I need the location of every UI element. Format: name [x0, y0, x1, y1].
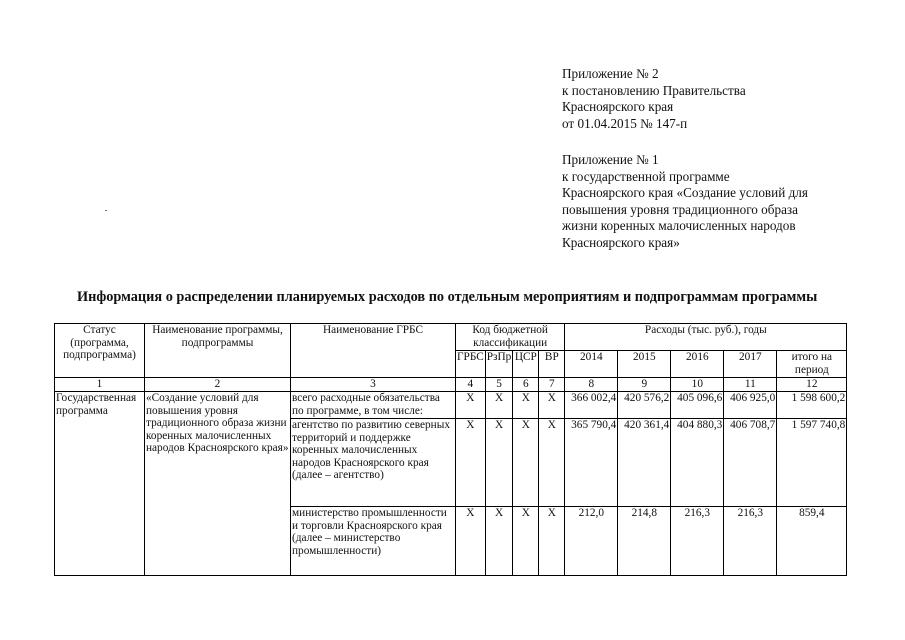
grbs-name-cell: агентство по развитию северных территорий и поддержке коренных малочисленных народов Красноярского края (далее – агентство) [291, 419, 456, 507]
value-cell: 420 361,4 [618, 419, 671, 507]
header-code-grbs: ГРБС [456, 351, 486, 378]
value-cell: 1 598 600,2 [777, 392, 847, 419]
code-cell: Х [456, 392, 486, 419]
col-number: 5 [485, 378, 513, 392]
code-cell: Х [513, 507, 539, 576]
expenses-table [54, 323, 847, 576]
value-cell: 216,3 [671, 507, 724, 576]
appendix-2-line-3: Красноярского края [562, 99, 674, 115]
grbs-name-cell: министерство промышленности и торговли Красноярского края (далее – министерство промышленности) [291, 507, 456, 576]
appendix-2-block [562, 66, 882, 132]
header-year-2015: 2015 [618, 351, 671, 378]
column-number-row [55, 378, 847, 392]
header-expenses: Расходы (тыс. руб.), годы [565, 324, 847, 351]
value-cell: 859,4 [777, 507, 847, 576]
appendix-1-line-5: жизни коренных малочисленных народов [562, 218, 796, 234]
value-cell: 404 880,3 [671, 419, 724, 507]
appendix-1-line-2: к государственной программе [562, 168, 730, 184]
header-code-csr: ЦСР [513, 351, 539, 378]
col-number: 12 [777, 378, 847, 392]
value-cell: 406 925,0 [724, 392, 777, 419]
value-cell: 214,8 [618, 507, 671, 576]
code-cell: Х [513, 392, 539, 419]
status-cell: Государственная программа [55, 392, 145, 576]
table-row [55, 392, 847, 419]
appendix-2-line-1: Приложение № 2 [562, 66, 659, 81]
appendix-1-line-6: Красноярского края» [562, 234, 680, 250]
value-cell: 365 790,4 [565, 419, 618, 507]
grbs-name-cell: всего расходные обязательства по программе, в том числе: [291, 392, 456, 419]
header-year-2017: 2017 [724, 351, 777, 378]
code-cell: Х [513, 419, 539, 507]
value-cell: 420 576,2 [618, 392, 671, 419]
program-name-cell: «Создание условий для повышения уровня традиционного образа жизни коренных малочисленных народов Красноярского края» [145, 392, 291, 576]
document-title: Информация о распределении планируемых расходов по отдельным мероприятиям и подпрограммам программы [77, 289, 818, 305]
header-status: Статус (программа, подпрограмма) [55, 324, 145, 378]
header-grbs: Наименование ГРБС [291, 324, 456, 378]
col-number: 3 [291, 378, 456, 392]
value-cell: 216,3 [724, 507, 777, 576]
appendix-1-block [562, 152, 882, 252]
header-row-1 [55, 324, 847, 351]
appendix-2-line-4: от 01.04.2015 № 147-п [562, 115, 688, 131]
col-number: 8 [565, 378, 618, 392]
code-cell: Х [485, 419, 513, 507]
header-code-rzpr: РзПр [485, 351, 513, 378]
appendix-2-line-2: к постановлению Правительства [562, 82, 746, 98]
header-year-2014: 2014 [565, 351, 618, 378]
col-number: 2 [145, 378, 291, 392]
code-cell: Х [456, 419, 486, 507]
code-cell: Х [539, 507, 565, 576]
col-number: 4 [456, 378, 486, 392]
col-number: 11 [724, 378, 777, 392]
code-cell: Х [485, 392, 513, 419]
appendix-1-line-3: Красноярского края «Создание условий для [562, 185, 808, 201]
col-number: 1 [55, 378, 145, 392]
col-number: 6 [513, 378, 539, 392]
value-cell: 1 597 740,8 [777, 419, 847, 507]
header-year-2016: 2016 [671, 351, 724, 378]
col-number: 7 [539, 378, 565, 392]
code-cell: Х [456, 507, 486, 576]
value-cell: 212,0 [565, 507, 618, 576]
value-cell: 366 002,4 [565, 392, 618, 419]
header-budget-code: Код бюджетной классификации [456, 324, 565, 351]
header-program: Наименование программы, подпрограммы [145, 324, 291, 378]
scan-speck [105, 210, 107, 211]
col-number: 9 [618, 378, 671, 392]
header-code-vr: ВР [539, 351, 565, 378]
appendix-1-line-4: повышения уровня традиционного образа [562, 201, 798, 217]
appendix-1-line-1: Приложение № 1 [562, 152, 659, 167]
code-cell: Х [485, 507, 513, 576]
code-cell: Х [539, 419, 565, 507]
code-cell: Х [539, 392, 565, 419]
col-number: 10 [671, 378, 724, 392]
header-total: итого на период [777, 351, 847, 378]
value-cell: 405 096,6 [671, 392, 724, 419]
value-cell: 406 708,7 [724, 419, 777, 507]
